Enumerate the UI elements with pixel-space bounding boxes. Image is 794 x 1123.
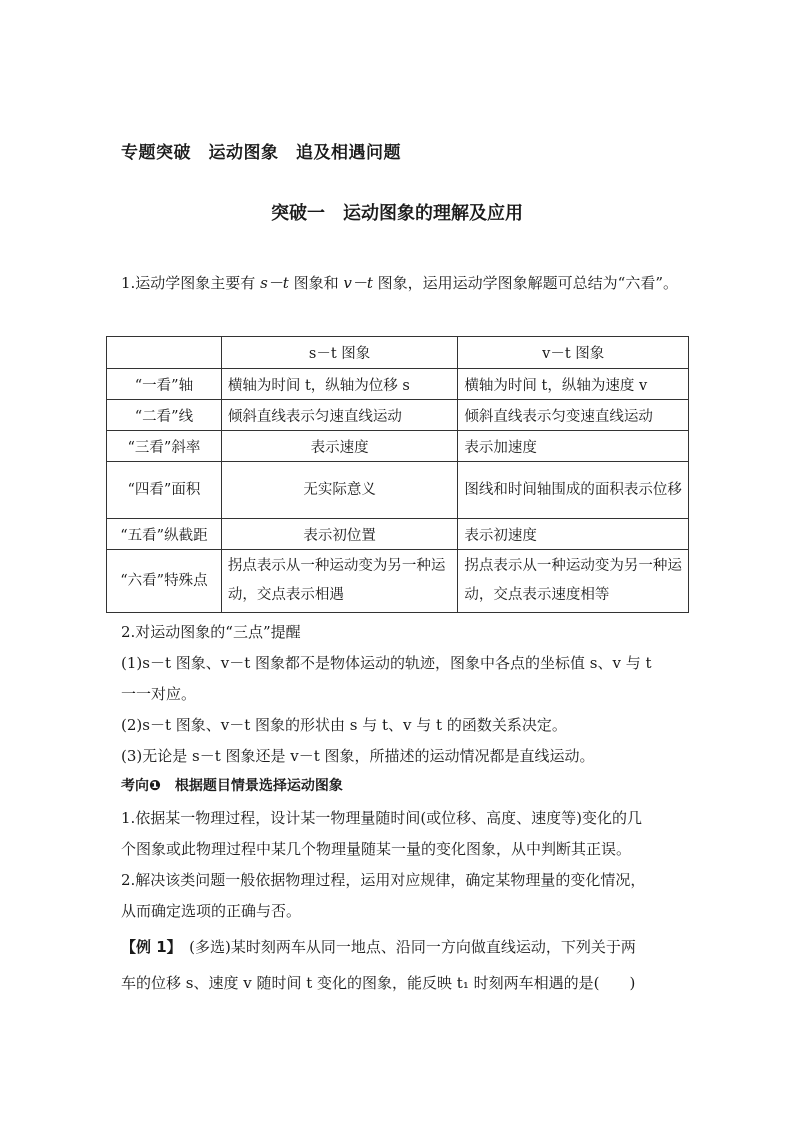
row-label: “二看”线: [107, 400, 222, 431]
vt-cell: 表示初速度: [458, 519, 689, 550]
st-cell: 拐点表示从一种运动变为另一种运动，交点表示相遇: [221, 550, 458, 613]
st-cell: 表示初位置: [221, 519, 458, 550]
st-cell: 横轴为时间 t，纵轴为位移 s: [221, 369, 458, 400]
row-label: “四看”面积: [107, 462, 222, 519]
page-heading: 专题突破 运动图象 追及相遇问题: [121, 143, 401, 163]
row-label: “一看”轴: [107, 369, 222, 400]
row-label: “六看”特殊点: [107, 550, 222, 613]
point-2: (2)s－t 图象、v－t 图象的形状由 s 与 t、v 与 t 的函数关系决定。: [121, 716, 567, 734]
st-cell: 无实际意义: [221, 462, 458, 519]
table-row: [107, 400, 689, 431]
vt-cell: 横轴为时间 t，纵轴为速度 v: [458, 369, 689, 400]
section-title: 突破一 运动图象的理解及应用: [271, 203, 523, 224]
example-line-2: 车的位移 s、速度 v 随时间 t 变化的图象，能反映 t₁ 时刻两车相遇的是( ): [121, 974, 636, 992]
table-row: [107, 519, 689, 550]
vt-cell: 图线和时间轴围成的面积表示位移: [458, 462, 689, 519]
vt-cell: 倾斜直线表示匀变速直线运动: [458, 400, 689, 431]
direction-1-line-1: 1.依据某一物理过程，设计某一物理量随时间(或位移、高度、速度等)变化的几: [121, 809, 643, 827]
points-title: 2.对运动图象的“三点”提醒: [121, 623, 301, 641]
example-text: (多选)某时刻两车从同一地点、沿同一方向做直线运动，下列关于两: [174, 938, 636, 956]
direction-1-line-2: 个图象或此物理过程中某几个物理量随某一量的变化图象，从中判断其正误。: [121, 840, 632, 858]
table-header-cell: v－t 图象: [458, 337, 689, 369]
example-tag: 【例 1】: [121, 938, 175, 956]
point-1-line-2: 一一对应。: [121, 685, 197, 703]
table-header-cell: [107, 337, 222, 369]
point-1-line-1: (1)s－t 图象、v－t 图象都不是物体运动的轨迹，图象中各点的坐标值 s、v 与 t: [121, 654, 652, 672]
vt-cell: 拐点表示从一种运动变为另一种运动，交点表示速度相等: [458, 550, 689, 613]
table-row: [107, 462, 689, 519]
intro-paragraph: 1.运动学图象主要有 s－t 图象和 v－t 图象，运用运动学图象解题可总结为“六看”。: [121, 274, 678, 292]
st-cell: 表示速度: [221, 431, 458, 462]
direction-2-line-2: 从而确定选项的正确与否。: [121, 902, 302, 920]
table-header-cell: s－t 图象: [221, 337, 458, 369]
direction-title: 考向❶ 根据题目情景选择运动图象: [121, 778, 343, 794]
table-header-row: [107, 337, 689, 369]
point-3: (3)无论是 s－t 图象还是 v－t 图象，所描述的运动情况都是直线运动。: [121, 747, 595, 765]
row-label: “五看”纵截距: [107, 519, 222, 550]
table-row: [107, 431, 689, 462]
six-look-table: [106, 336, 689, 613]
table-row: [107, 550, 689, 613]
row-label: “三看”斜率: [107, 431, 222, 462]
vt-cell: 表示加速度: [458, 431, 689, 462]
st-cell: 倾斜直线表示匀速直线运动: [221, 400, 458, 431]
example-line-1: [121, 932, 691, 962]
direction-2-line-1: 2.解决该类问题一般依据物理过程，运用对应规律，确定某物理量的变化情况，: [121, 871, 646, 889]
table-row: [107, 369, 689, 400]
